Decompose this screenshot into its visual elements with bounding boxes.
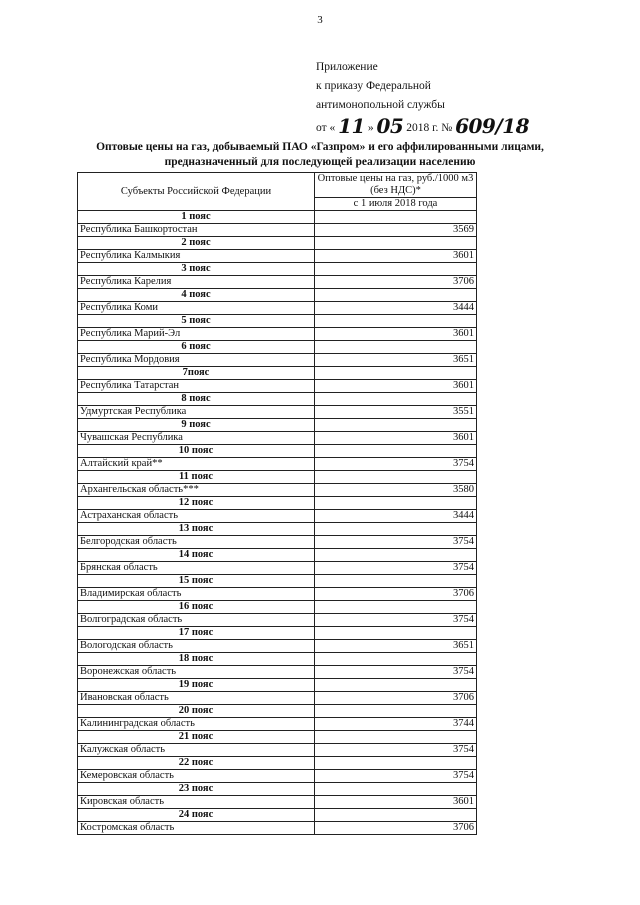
header-price: Оптовые цены на газ, руб./1000 м3 (без НДС)* [315, 173, 477, 198]
region-price: 3754 [315, 536, 477, 549]
table-row [78, 510, 477, 523]
table-row [78, 536, 477, 549]
zone-empty-cell [315, 445, 477, 458]
zone-label: 11 пояс [78, 471, 315, 484]
region-name: Удмуртская Республика [78, 406, 315, 419]
region-name: Кемеровская область [78, 770, 315, 783]
region-name: Республика Калмыкия [78, 250, 315, 263]
table-row [78, 822, 477, 835]
region-name: Калининградская область [78, 718, 315, 731]
region-price: 3754 [315, 458, 477, 471]
region-price: 3706 [315, 822, 477, 835]
region-price: 3444 [315, 510, 477, 523]
annex-line-1: Приложение [316, 61, 378, 73]
annex-header [316, 58, 529, 138]
region-name: Астраханская область [78, 510, 315, 523]
header-date: с 1 июля 2018 года [315, 198, 477, 211]
zone-row [78, 549, 477, 562]
zone-label: 18 пояс [78, 653, 315, 666]
table-row [78, 484, 477, 497]
table-row [78, 406, 477, 419]
table-row [78, 718, 477, 731]
region-name: Республика Марий-Эл [78, 328, 315, 341]
date-mid: » [367, 122, 374, 134]
zone-empty-cell [315, 393, 477, 406]
table-row [78, 770, 477, 783]
zone-empty-cell [315, 809, 477, 822]
region-price: 3754 [315, 770, 477, 783]
region-name: Республика Татарстан [78, 380, 315, 393]
region-price: 3754 [315, 666, 477, 679]
region-price: 3651 [315, 640, 477, 653]
zone-empty-cell [315, 627, 477, 640]
zone-empty-cell [315, 575, 477, 588]
zone-label: 9 пояс [78, 419, 315, 432]
zone-row [78, 731, 477, 744]
zone-row [78, 653, 477, 666]
handwritten-day: 11 [338, 114, 365, 138]
region-name: Костромская область [78, 822, 315, 835]
zone-row [78, 289, 477, 302]
region-name: Кировская область [78, 796, 315, 809]
table-row [78, 276, 477, 289]
region-price: 3754 [315, 562, 477, 575]
zone-label: 6 пояс [78, 341, 315, 354]
date-prefix: от « [316, 122, 336, 134]
table-row [78, 640, 477, 653]
region-price: 3551 [315, 406, 477, 419]
zone-empty-cell [315, 705, 477, 718]
region-name: Республика Коми [78, 302, 315, 315]
table-row [78, 666, 477, 679]
document-title: Оптовые цены на газ, добываемый ПАО «Газпром» и его аффилированными лицами, предназначенный для последующей реализации населению [96, 141, 544, 168]
table-row [78, 354, 477, 367]
header-subject: Субъекты Российской Федерации [78, 173, 315, 211]
zone-row [78, 809, 477, 822]
prices-table [77, 172, 477, 835]
table-row [78, 588, 477, 601]
table-header-row [78, 173, 477, 198]
table-row [78, 380, 477, 393]
zone-empty-cell [315, 679, 477, 692]
zone-empty-cell [315, 601, 477, 614]
handwritten-order-number: 609/18 [455, 114, 529, 138]
zone-empty-cell [315, 523, 477, 536]
region-name: Архангельская область*** [78, 484, 315, 497]
zone-empty-cell [315, 341, 477, 354]
region-price: 3754 [315, 744, 477, 757]
region-name: Белгородская область [78, 536, 315, 549]
date-suffix: 2018 г. № [406, 122, 453, 134]
region-price: 3601 [315, 250, 477, 263]
zone-label: 5 пояс [78, 315, 315, 328]
handwritten-month: 05 [376, 114, 404, 138]
annex-line-2: к приказу Федеральной [316, 80, 431, 92]
region-price: 3601 [315, 328, 477, 341]
page-number: 3 [317, 14, 323, 26]
zone-row [78, 575, 477, 588]
zone-row [78, 367, 477, 380]
region-name: Воронежская область [78, 666, 315, 679]
region-price: 3601 [315, 432, 477, 445]
table-row [78, 744, 477, 757]
zone-label: 14 пояс [78, 549, 315, 562]
zone-label: 22 пояс [78, 757, 315, 770]
zone-label: 1 пояс [78, 211, 315, 224]
table-row [78, 614, 477, 627]
zone-empty-cell [315, 419, 477, 432]
table-row [78, 458, 477, 471]
zone-label: 3 пояс [78, 263, 315, 276]
zone-row [78, 211, 477, 224]
zone-label: 23 пояс [78, 783, 315, 796]
table-row [78, 250, 477, 263]
zone-row [78, 471, 477, 484]
zone-row [78, 419, 477, 432]
zone-empty-cell [315, 289, 477, 302]
region-name: Ивановская область [78, 692, 315, 705]
region-price: 3706 [315, 692, 477, 705]
zone-row [78, 237, 477, 250]
zone-label: 16 пояс [78, 601, 315, 614]
region-name: Калужская область [78, 744, 315, 757]
zone-label: 2 пояс [78, 237, 315, 250]
region-name: Вологодская область [78, 640, 315, 653]
zone-label: 15 пояс [78, 575, 315, 588]
zone-empty-cell [315, 757, 477, 770]
zone-empty-cell [315, 497, 477, 510]
table-row [78, 328, 477, 341]
region-price: 3744 [315, 718, 477, 731]
table-row [78, 302, 477, 315]
region-name: Чувашская Республика [78, 432, 315, 445]
zone-label: 17 пояс [78, 627, 315, 640]
zone-empty-cell [315, 471, 477, 484]
table-row [78, 796, 477, 809]
table-row [78, 432, 477, 445]
region-price: 3601 [315, 796, 477, 809]
annex-line-3: антимонопольной службы [316, 99, 445, 111]
zone-row [78, 757, 477, 770]
region-name: Республика Мордовия [78, 354, 315, 367]
zone-label: 13 пояс [78, 523, 315, 536]
zone-empty-cell [315, 731, 477, 744]
region-name: Брянская область [78, 562, 315, 575]
region-price: 3706 [315, 276, 477, 289]
zone-row [78, 679, 477, 692]
zone-label: 12 пояс [78, 497, 315, 510]
zone-row [78, 601, 477, 614]
zone-empty-cell [315, 211, 477, 224]
zone-empty-cell [315, 783, 477, 796]
zone-label: 8 пояс [78, 393, 315, 406]
zone-row [78, 445, 477, 458]
zone-row [78, 497, 477, 510]
region-name: Республика Башкортостан [78, 224, 315, 237]
zone-label: 24 пояс [78, 809, 315, 822]
zone-empty-cell [315, 237, 477, 250]
region-name: Республика Карелия [78, 276, 315, 289]
zone-empty-cell [315, 653, 477, 666]
zone-label: 7пояс [78, 367, 315, 380]
region-name: Волгоградская область [78, 614, 315, 627]
zone-row [78, 783, 477, 796]
zone-row [78, 393, 477, 406]
table-row [78, 692, 477, 705]
zone-row [78, 523, 477, 536]
region-price: 3580 [315, 484, 477, 497]
zone-label: 4 пояс [78, 289, 315, 302]
region-price: 3706 [315, 588, 477, 601]
region-name: Владимирская область [78, 588, 315, 601]
zone-empty-cell [315, 367, 477, 380]
zone-empty-cell [315, 549, 477, 562]
region-price: 3651 [315, 354, 477, 367]
region-price: 3601 [315, 380, 477, 393]
zone-label: 20 пояс [78, 705, 315, 718]
zone-row [78, 341, 477, 354]
order-date-line [316, 115, 529, 138]
zone-row [78, 705, 477, 718]
region-price: 3444 [315, 302, 477, 315]
region-price: 3569 [315, 224, 477, 237]
region-name: Алтайский край** [78, 458, 315, 471]
zone-label: 19 пояс [78, 679, 315, 692]
zone-label: 21 пояс [78, 731, 315, 744]
table-row [78, 224, 477, 237]
zone-row [78, 263, 477, 276]
region-price: 3754 [315, 614, 477, 627]
zone-row [78, 627, 477, 640]
zone-empty-cell [315, 263, 477, 276]
zone-row [78, 315, 477, 328]
zone-label: 10 пояс [78, 445, 315, 458]
table-row [78, 562, 477, 575]
zone-empty-cell [315, 315, 477, 328]
